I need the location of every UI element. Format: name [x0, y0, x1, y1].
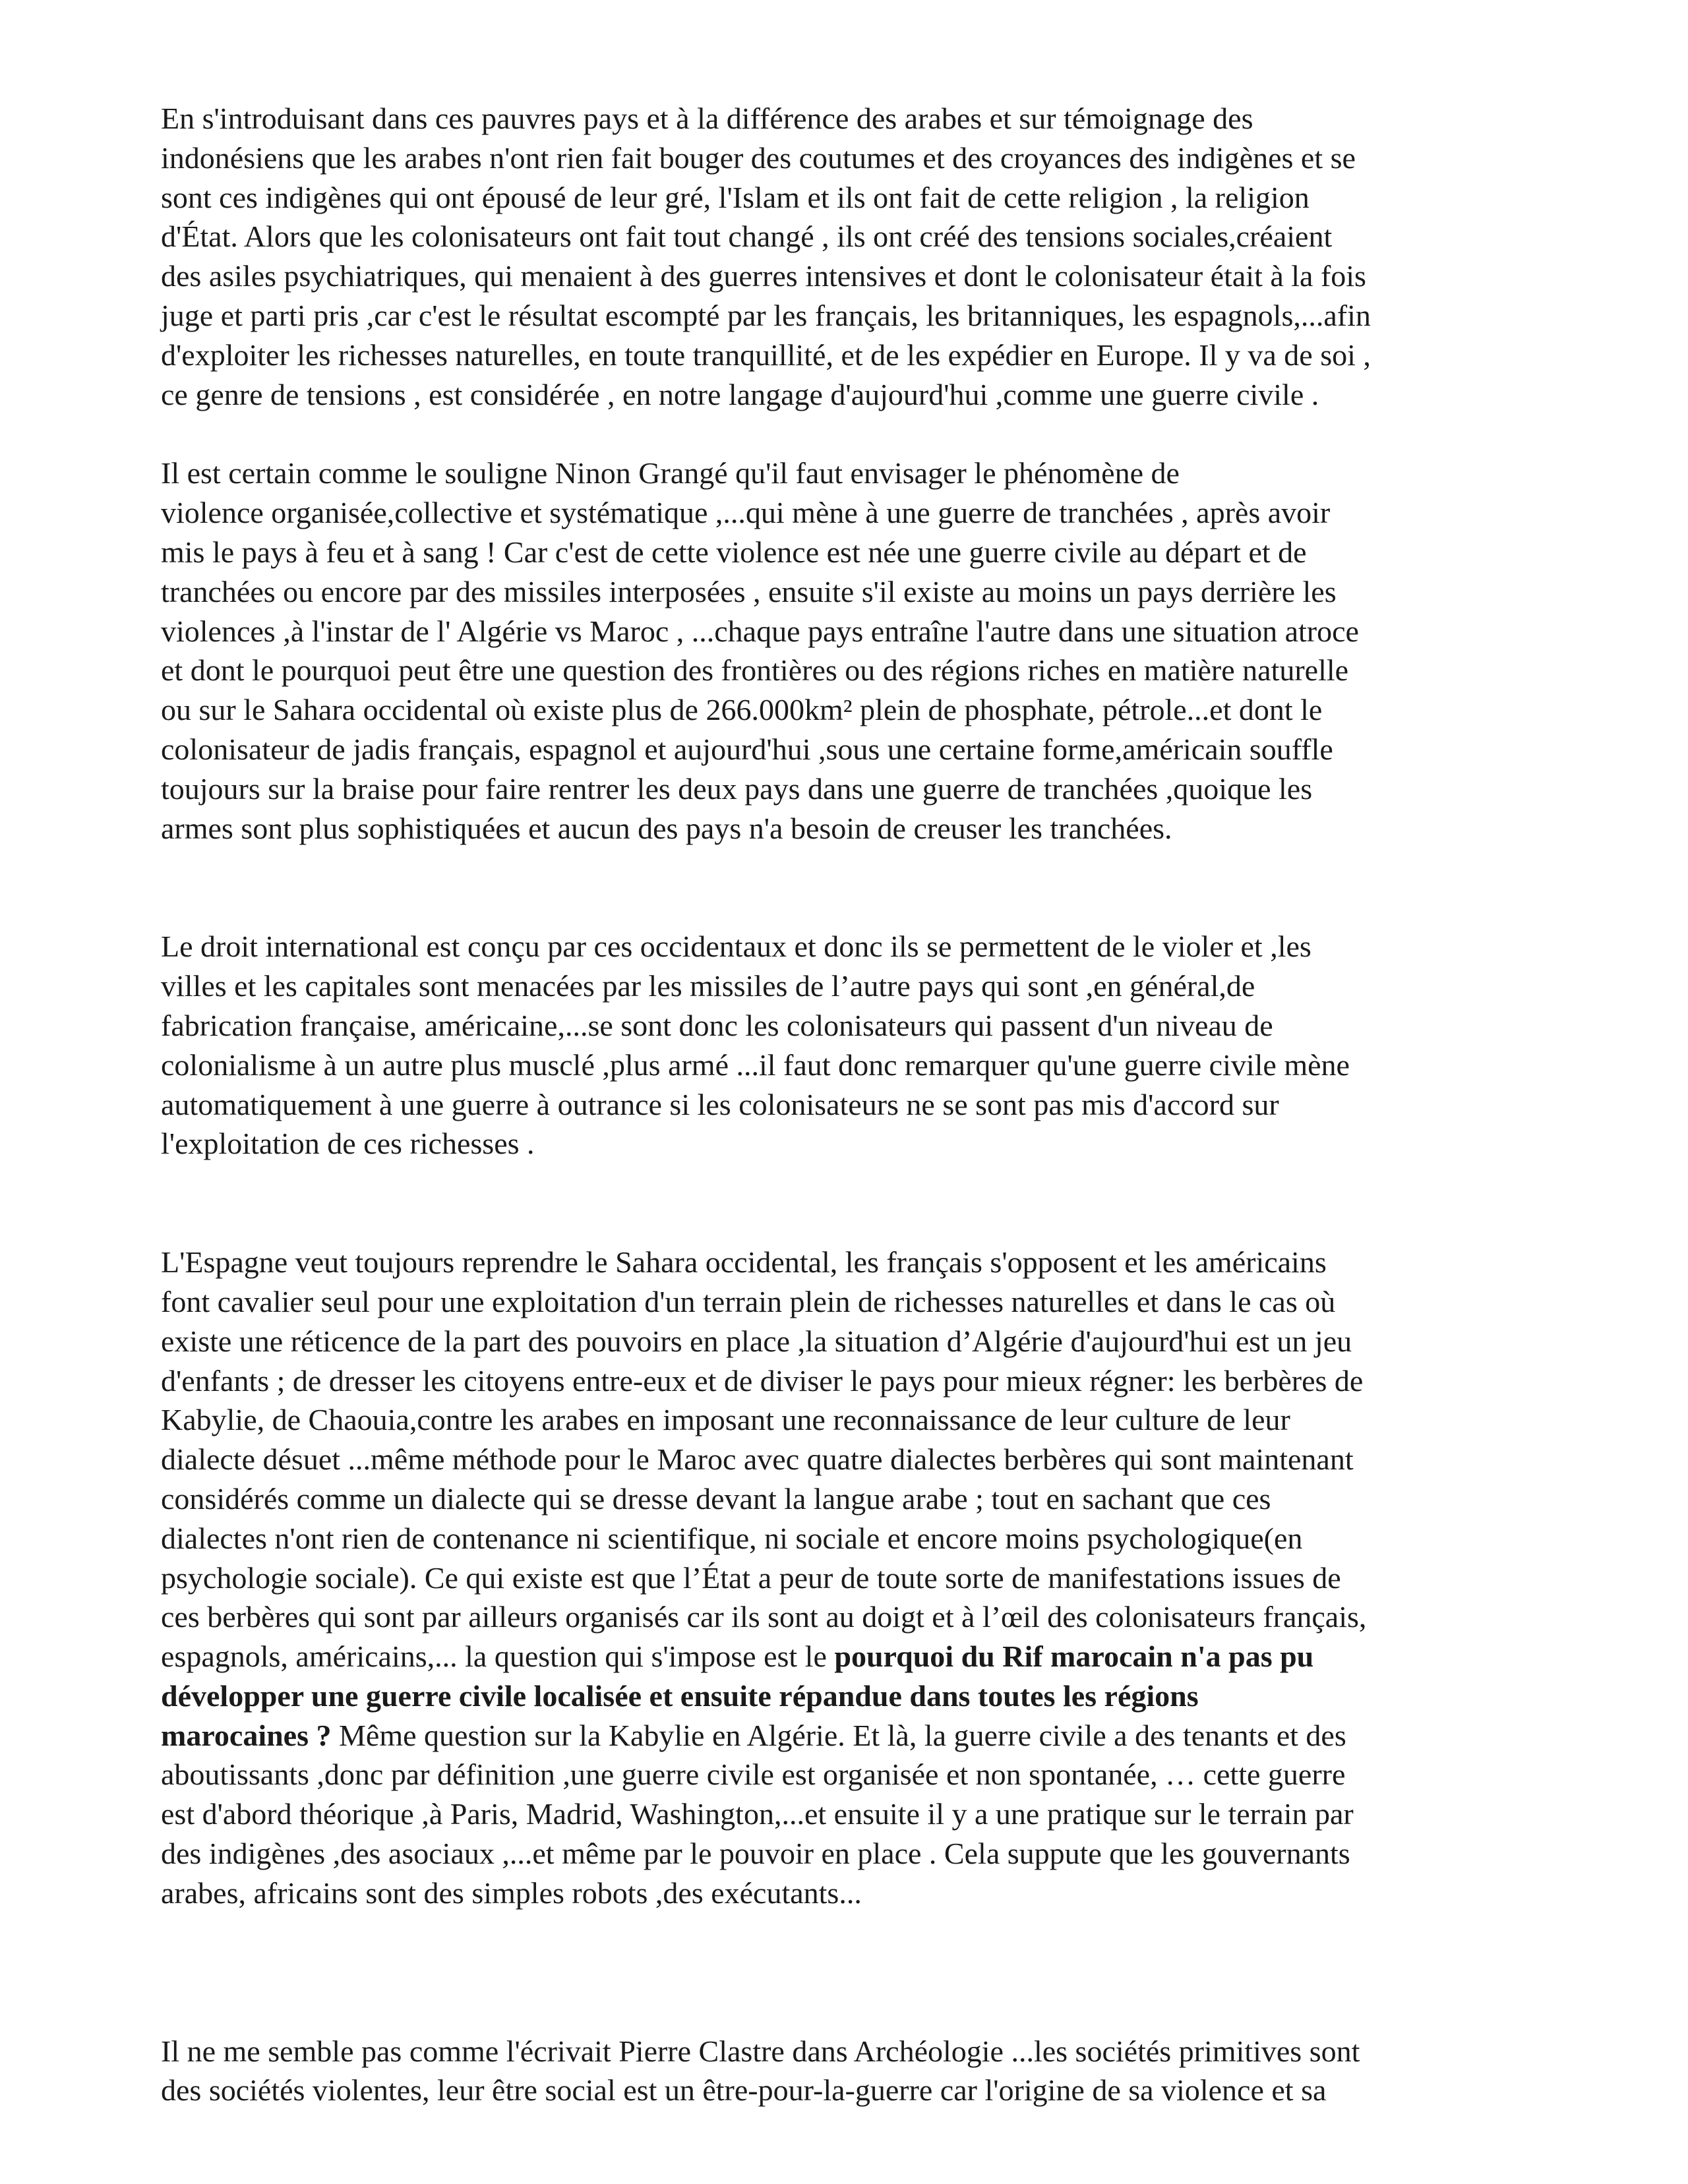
- paragraph-droit-international: Le droit international est conçu par ces occidentaux et donc ils se permettent de le violer et ,les villes et les capitales sont menacées par les missiles de l’autre pays qui sont ,en général,de fabrication française, américaine,...se sont donc les colonisateurs qui passent d'un niveau de colonialisme à un autre plus musclé ,plus armé ...il faut donc remarquer qu'une guerre civile mène automatiquement à une guerre à outrance si les colonisateurs ne se sont pas mis d'accord sur l'exploitation de ces richesses .: [161, 930, 1350, 1161]
- document-page: [161, 99, 1532, 2110]
- paragraph-spacer: [161, 414, 1532, 454]
- paragraph-violence-organisee: Il est certain comme le souligne Ninon Grangé qu'il faut envisager le phénomène de violence organisée,collective et systématique ,...qui mène à une guerre de tranchées , après avoir mis le pays à feu et à sang ! Car c'est de cette violence est née une guerre civile au départ et de tranchées ou encore par des missiles interposées , ensuite s'il existe au moins un pays derrière les violences ,à l'instar de l' Algérie vs Maroc , ...chaque pays entraîne l'autre dans une situation atroce et dont le pourquoi peut être une question des frontières ou des régions riches en matière naturelle ou sur le Sahara occidental où existe plus de 266.000km² plein de phosphate, pétrole...et dont le colonisateur de jadis français, espagnol et aujourd'hui ,sous une certaine forme,américain souffle toujours sur la braise pour faire rentrer les deux pays dans une guerre de tranchées ,quoique les armes sont plus sophistiquées et aucun des pays n'a besoin de creuser les tranchées.: [161, 456, 1359, 845]
- paragraph-sahara-occidental: [161, 1243, 1532, 1913]
- paragraph-spacer: [161, 848, 1532, 927]
- paragraph-text-before-bold: L'Espagne veut toujours reprendre le Sahara occidental, les français s'opposent et les américains font cavalier seul pour une exploitation d'un terrain plein de richesses naturelles et dans le cas où existe une réticence de la part des pouvoirs en place ,la situation d’Algérie d'aujourd'hui est un jeu d'enfants ; de dresser les citoyens entre-eux et de diviser le pays pour mieux régner: les berbères de Kabylie, de Chaouia,contre les arabes en imposant une reconnaissance de leur culture de leur dialecte désuet ...même méthode pour le Maroc avec quatre dialectes berbères qui sont maintenant considérés comme un dialecte qui se dresse devant la langue arabe ; tout en sachant que ces dialectes n'ont rien de contenance ni scientifique, ni sociale et encore moins psychologique(en psychologie sociale). Ce qui existe est que l’État a peur de toute sorte de manifestations issues de ces berbères qui sont par ailleurs organisés car ils sont au doigt et à l’œil des colonisateurs français, espagnols, américains,... la question qui s'impose est le: [161, 1245, 1367, 1674]
- paragraph-text-after-bold: Même question sur la Kabylie en Algérie. Et là, la guerre civile a des tenants et des aboutissants ,donc par définition ,une guerre civile est organisée et non spontanée, … cette guerre est d'abord théorique ,à Paris, Madrid, Washington,...et ensuite il y a une pratique sur le terrain par des indigènes ,des asociaux ,...et même par le pouvoir en place . Cela suppute que les gouvernants arabes, africains sont des simples robots ,des exécutants...: [161, 1718, 1354, 1910]
- bold-question: pourquoi du Rif marocain n'a pas pu développer une guerre civile localisée et ensuite répandue dans toutes les régions marocaines ?: [161, 1639, 1314, 1752]
- paragraph-spacer: [161, 1913, 1532, 2032]
- paragraph-pierre-clastre: Il ne me semble pas comme l'écrivait Pierre Clastre dans Archéologie ...les sociétés primitives sont des sociétés violentes, leur être social est un être-pour-la-guerre car l'origine de sa violence et sa: [161, 2034, 1360, 2108]
- paragraph-colonisation: En s'introduisant dans ces pauvres pays et à la différence des arabes et sur témoignage des indonésiens que les arabes n'ont rien fait bouger des coutumes et des croyances des indigènes et se sont ces indigènes qui ont épousé de leur gré, l'Islam et ils ont fait de cette religion , la religion d'État. Alors que les colonisateurs ont fait tout changé , ils ont créé des tensions sociales,créaient des asiles psychiatriques, qui menaient à des guerres intensives et dont le colonisateur était à la fois juge et parti pris ,car c'est le résultat escompté par les français, les britanniques, les espagnols,...afin d'exploiter les richesses naturelles, en toute tranquillité, et de les expédier en Europe. Il y va de soi , ce genre de tensions , est considérée , en notre langage d'aujourd'hui ,comme une guerre civile .: [161, 102, 1371, 411]
- paragraph-spacer: [161, 1164, 1532, 1243]
